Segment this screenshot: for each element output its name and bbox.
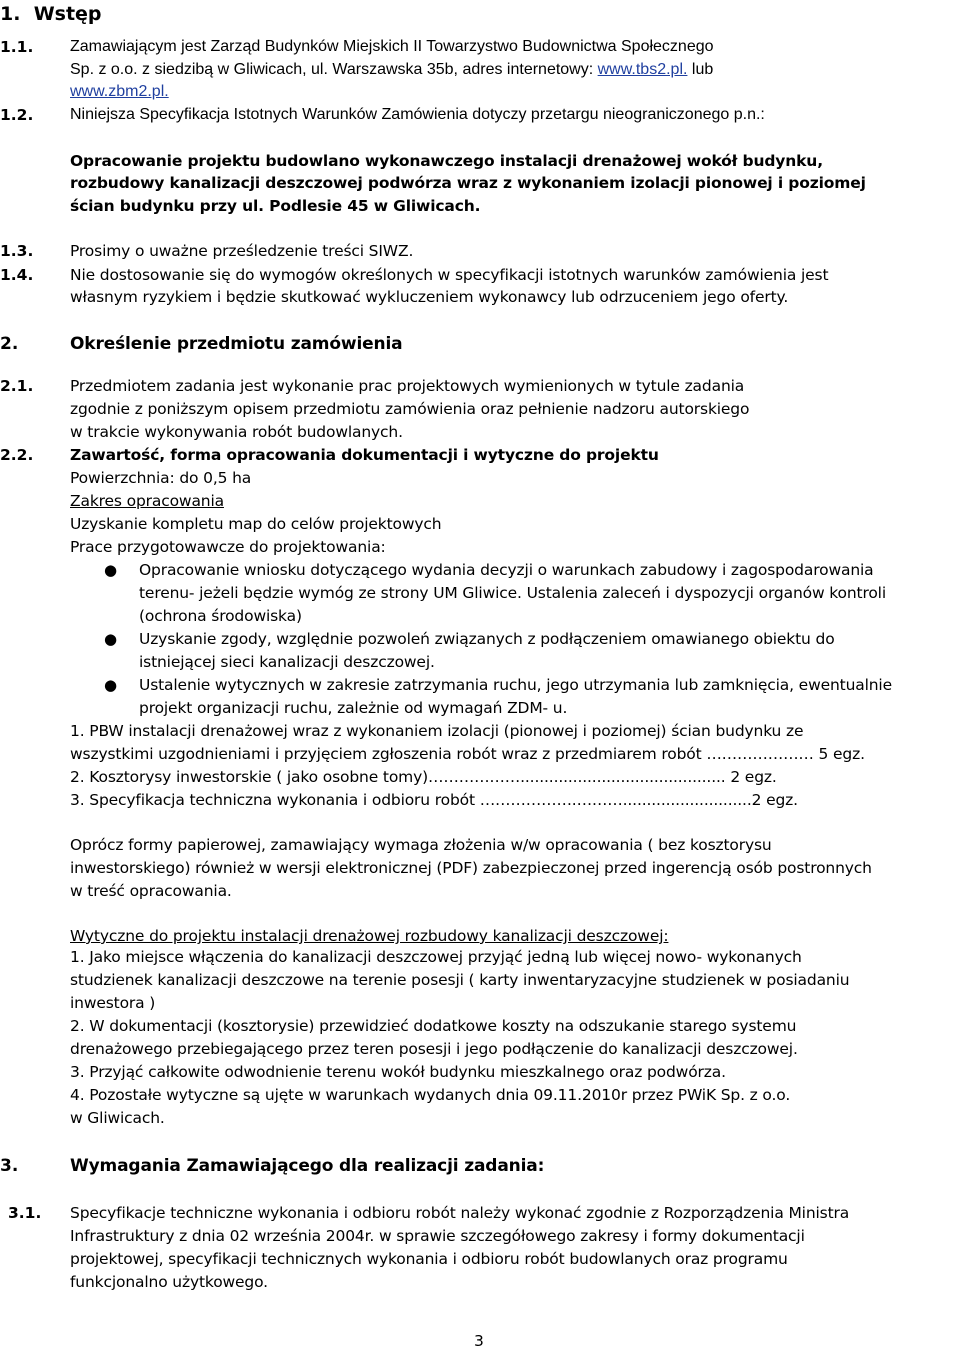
leader-dots: ………………........................................... — [428, 768, 726, 786]
area-text: Powierzchnia: do 0,5 ha — [70, 469, 252, 487]
clause-2-1-line-1: Przedmiotem zadania jest wykonanie prac projektowych wymienionych w tytule zadania — [70, 377, 745, 395]
clause-2-2-title: Zawartość, forma opracowania dokumentacji i wytyczne do projektu — [70, 446, 659, 464]
bullet-icon: ● — [104, 561, 118, 579]
bullet-2-line-2: istniejącej sieci kanalizacji deszczowej. — [139, 653, 435, 671]
section-number: 1. — [0, 3, 21, 25]
deliverable-text: 3. Specyfikacja techniczna wykonania i odbioru robót — [70, 791, 480, 809]
clause-2-1-line-3: w trakcie wykonywania robót budowlanych. — [70, 423, 403, 441]
clause-number-1-3: 1.3. — [0, 242, 34, 260]
deliverable-2 — [70, 766, 777, 788]
section-title-3: Wymagania Zamawiającego dla realizacji zadania: — [70, 1156, 545, 1176]
guideline-line-6: 3. Przyjąć całkowite odwodnienie terenu wokół budynku mieszkalnego oraz podwórza. — [70, 1063, 726, 1081]
section-number-2: 2. — [0, 334, 19, 354]
deliverable-3 — [70, 789, 798, 811]
guideline-line-1: 1. Jako miejsce włączenia do kanalizacji deszczowej przyjąć jedną lub więcej nowo- wykonanych — [70, 948, 802, 966]
clause-number-1-1: 1.1. — [0, 38, 34, 56]
guideline-line-7: 4. Pozostałe wytyczne są ujęte w warunkach wydanych dnia 09.11.2010r przez PWiK Sp. z o.o. — [70, 1086, 791, 1104]
guidelines-heading: Wytyczne do projektu instalacji drenażowej rozbudowy kanalizacji deszczowej: — [70, 927, 669, 945]
clause-text: Sp. z o.o. z siedzibą w Gliwicach, ul. Warszawska 35b, adres internetowy: — [70, 61, 598, 78]
clause-1-4-line-2: własnym ryzykiem i będzie skutkować wykluczeniem wykonawcy lub odrzuceniem jego oferty. — [70, 288, 789, 306]
section-heading-1 — [0, 1, 102, 27]
guideline-line-8: w Gliwicach. — [70, 1109, 165, 1127]
copies-count: 2 egz. — [725, 768, 777, 786]
clause-1-1-line-2 — [70, 59, 713, 81]
paper-note-line-3: w treść opracowania. — [70, 882, 232, 900]
clause-1-2-line-1: Niniejsza Specyfikacja Istotnych Warunków Zamówienia dotyczy przetargu nieograniczonego p.n.: — [70, 106, 765, 123]
bullet-icon: ● — [104, 630, 118, 648]
clause-1-4-line-1: Nie dostosowanie się do wymogów określonych w specyfikacji istotnych warunków zamówienia jest — [70, 266, 829, 284]
deliverable-text: wszystkimi uzgodnieniami i przyjęciem zgłoszenia robót wraz z przedmiarem robót — [70, 745, 707, 763]
tender-subject-line-3: ścian budynku przy ul. Podlesie 45 w Gliwicach. — [70, 197, 481, 215]
bullet-3-line-2: projekt organizacji ruchu, zależnie od wymagań ZDM- u. — [139, 699, 568, 717]
clause-1-1-line-3 — [70, 81, 169, 103]
deliverable-1-line-1: 1. PBW instalacji drenażowej wraz z wykonaniem izolacji (pionowej i poziomej) ścian budynku ze — [70, 722, 804, 740]
clause-number-2-2: 2.2. — [0, 446, 34, 464]
clause-1-1-line-1: Zamawiającym jest Zarząd Budynków Miejskich II Towarzystwo Budownictwa Społecznego — [70, 38, 714, 55]
tender-subject-line-2: rozbudowy kanalizacji deszczowej podwórza wraz z wykonaniem izolacji pionowej i poziomej — [70, 174, 866, 192]
bullet-3-line-1: Ustalenie wytycznych w zakresie zatrzymania ruchu, jego utrzymania lub zamknięcia, ewentualnie — [139, 676, 892, 694]
section-title: Wstęp — [33, 3, 102, 25]
clause-3-1-line-2: Infrastruktury z dnia 02 września 2004r. w sprawie szczegółowego zakresy i formy dokumentacji — [70, 1227, 805, 1245]
maps-text: Uzyskanie kompletu map do celów projektowych — [70, 515, 442, 533]
copies-count: 5 egz. — [813, 745, 865, 763]
clause-number-1-2: 1.2. — [0, 106, 34, 124]
clause-number-2-1: 2.1. — [0, 377, 34, 395]
website-link-tbs2[interactable]: www.tbs2.pl. — [597, 61, 688, 78]
section-number-3: 3. — [0, 1156, 19, 1176]
bullet-icon: ● — [104, 676, 118, 694]
clause-text: lub — [687, 61, 714, 78]
guideline-line-5: drenażowego przebiegającego przez teren posesji i jego podłączenie do kanalizacji deszczowej. — [70, 1040, 798, 1058]
bullet-1-line-3: (ochrona środowiska) — [139, 607, 302, 625]
deliverable-1-line-2 — [70, 743, 865, 765]
guideline-line-3: inwestora ) — [70, 994, 156, 1012]
clause-1-3-text: Prosimy o uważne prześledzenie treści SIWZ. — [70, 242, 414, 260]
section-title-2: Określenie przedmiotu zamówienia — [70, 334, 403, 354]
deliverable-text: 2. Kosztorysy inwestorskie ( jako osobne tomy) — [70, 768, 429, 786]
clause-2-1-line-2: zgodnie z poniższym opisem przedmiotu zamówienia oraz pełnienie nadzoru autorskiego — [70, 400, 750, 418]
paper-note-line-2: inwestorskiego) również w wersji elektronicznej (PDF) zabezpieczonej przed ingerencją osób postronnych — [70, 859, 872, 877]
scope-heading: Zakres opracowania — [70, 492, 224, 510]
guideline-line-4: 2. W dokumentacji (kosztorysie) przewidzieć dodatkowe koszty na odszukanie starego systemu — [70, 1017, 797, 1035]
leader-dots: ………………… — [706, 745, 814, 763]
page-number: 3 — [474, 1332, 484, 1350]
paper-note-line-1: Oprócz formy papierowej, zamawiający wymaga złożenia w/w opracowania ( bez kosztorysu — [70, 836, 772, 854]
clause-number-3-1: 3.1. — [8, 1204, 42, 1222]
guideline-line-2: studzienek kanalizacji deszczowe na terenie posesji ( karty inwentaryzacyjne studzienek w posiadaniu — [70, 971, 850, 989]
leader-dots: ……………….………......................... — [479, 791, 743, 809]
tender-subject-line-1: Opracowanie projektu budowlano wykonawczego instalacji drenażowej wokół budynku, — [70, 152, 823, 170]
clause-3-1-line-1: Specyfikacje techniczne wykonania i odbioru robót należy wykonać zgodnie z Rozporządzenia Ministra — [70, 1204, 850, 1222]
clause-3-1-line-4: funkcjonalno użytkowego. — [70, 1273, 268, 1291]
clause-3-1-line-3: projektowej, specyfikacji technicznych wykonania i odbioru robót budowlanych oraz programu — [70, 1250, 788, 1268]
bullet-1-line-2: terenu- jeżeli będzie wymóg ze strony UM Gliwice. Ustalenia zaleceń i dyspozycji organów kontroli — [139, 584, 886, 602]
copies-count: ..2 egz. — [742, 791, 798, 809]
bullet-2-line-1: Uzyskanie zgody, względnie pozwoleń związanych z podłączeniem omawianego obiektu do — [139, 630, 835, 648]
clause-number-1-4: 1.4. — [0, 266, 34, 284]
website-link-zbm2[interactable]: www.zbm2.pl. — [70, 83, 169, 100]
prep-heading: Prace przygotowawcze do projektowania: — [70, 538, 386, 556]
bullet-1-line-1: Opracowanie wniosku dotyczącego wydania decyzji o warunkach zabudowy i zagospodarowania — [139, 561, 874, 579]
